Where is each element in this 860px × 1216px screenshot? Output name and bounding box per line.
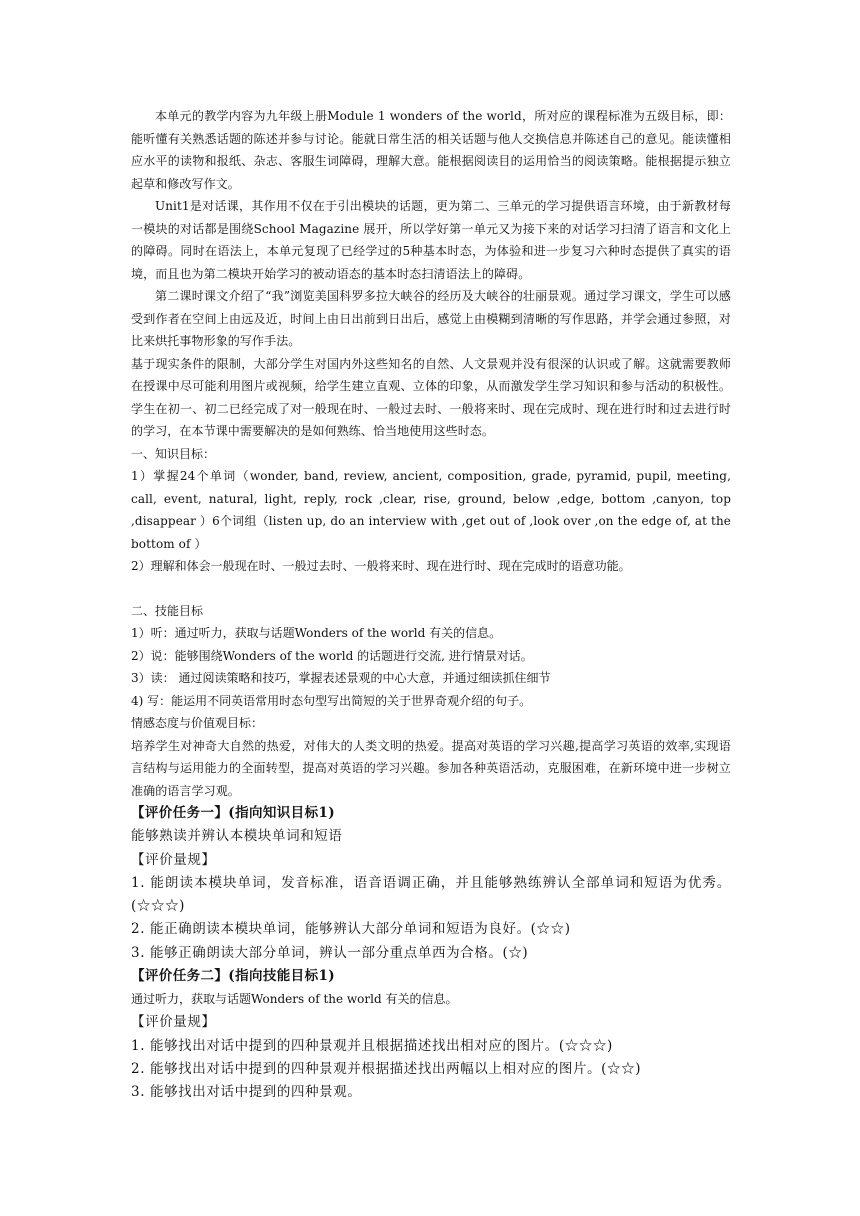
task2-description: 通过听力，获取与话题Wonders of the world 有关的信息。	[131, 992, 458, 1007]
task1-rubric-label: 【评价量规】	[131, 851, 216, 868]
task2-title: 【评价任务二】(指向技能目标1)	[131, 968, 336, 985]
task1-rubric-item-3: 3. 能够正确朗读大部分单词，辨认一部分重点单西为合格。(☆)	[131, 944, 529, 961]
intro-paragraph-1: 本单元的教学内容为九年级上册Module 1 wonders of the world，所对应的课程标准为五级目标，即：能听懂有关熟悉话题的陈述并参与讨论。能就日常生活的相关话题与他人交换信息并陈述自己的意见。能读懂相应水平的读物和报纸、杂志、客服生词障碍，理解大意。能根据阅读目的运用恰当的阅读策略。能根据提示独立起草和修改写作文。	[131, 109, 731, 191]
intro-paragraph-4: 基于现实条件的限制，大部分学生对国内外这些知名的自然、人文景观并没有很深的认识或了解。这就需要教师在授课中尽可能利用图片或视频，给学生建立直观、立体的印象，从而激发学生学习知识和参与活动的积极性。学生在初一、初二已经完成了对一般现在时、一般过去时、一般将来时、现在完成时、现在进行时和过去进行时的学习，在本节课中需要解决的是如何熟练、恰当地使用这些时态。	[131, 356, 731, 438]
knowledge-item-2: 2）理解和体会一般现在时、一般过去时、一般将来时、现在进行时、现在完成时的语意功能。	[131, 559, 631, 573]
emotion-text: 培养学生对神奇大自然的热爱，对伟大的人类文明的热爱。提高对英语的学习兴趣,提高学习英语的效率,实现语言结构与运用能力的全面转型，提高对英语的学习兴趣。参加各种英语活动，克服困难，在新环境中进一步树立准确的语言学习观。	[131, 738, 731, 798]
skills-heading: 二、技能目标	[131, 603, 204, 618]
emotion-heading: 情感态度与价值观目标：	[131, 716, 264, 730]
spacer	[131, 578, 731, 600]
intro-paragraph-3: 第二课时课文介绍了“我”浏览美国科罗多拉大峡谷的经历及大峡谷的壮丽景观。通过学习课文，学生可以感受到作者在空间上由远及近，时间上由日出前到日出后，感觉上由模糊到清晰的写作思路，并学会通过参照，对比来烘托事物形象的写作手法。	[131, 289, 731, 348]
task2-rubric-label: 【评价量规】	[131, 1014, 216, 1031]
task1-rubric-item-1: 1. 能朗读本模块单词，发音标准，语音语调正确，并且能够熟练辨认全部单词和短语为优秀。(☆☆☆)	[131, 874, 731, 915]
skills-item-writing: 4) 写：能运用不同英语常用时态句型写出简短的关于世界奇观介绍的句子。	[131, 693, 532, 708]
task2-rubric-item-1: 1. 能够找出对话中提到的四种景观并且根据描述找出相对应的图片。(☆☆☆)	[131, 1037, 613, 1054]
skills-item-speaking: 2）说：能够围绕Wonders of the world 的话题进行交流, 进行情景对话。	[131, 648, 533, 663]
task2-rubric-item-2: 2. 能够找出对话中提到的四种景观并根据描述找出两幅以上相对应的图片。(☆☆)	[131, 1060, 642, 1077]
skills-item-listening: 1）听：通过听力，获取与话题Wonders of the world 有关的信息。	[131, 626, 502, 640]
intro-paragraph-2: Unit1是对话课，其作用不仅在于引出模块的话题，更为第二、三单元的学习提供语言环境，由于新教材每一模块的对话都是围绕School Magazine 展开，所以学好第一单元又为接下来的对话学习扫清了语言和文化上的障碍。同时在语法上，本单元复现了已经学过的5种基本时态，为体验和进一步复习六种时态提供了真实的语境，而且也为第二模块开始学习的被动语态的基本时态扫清语法上的障碍。	[131, 199, 731, 281]
knowledge-heading: 一、知识目标：	[131, 446, 216, 461]
task1-rubric-item-2: 2. 能正确朗读本模块单词，能够辨认大部分单词和短语为良好。(☆☆)	[131, 921, 571, 938]
task1-description: 能够熟读并辨认本模块单词和短语	[131, 828, 343, 845]
task2-rubric-item-3: 3. 能够找出对话中提到的四种景观。	[131, 1084, 362, 1101]
skills-item-reading: 3）读： 通过阅读策略和技巧，掌握表述景观的中心大意，并通过细读抓住细节	[131, 671, 551, 685]
knowledge-item-1: 1）掌握24个单词（wonder, band, review, ancient, composition, grade, pyramid, pupil, meeting, call, event, natural, light, reply, rock ,clear, rise, ground, below ,edge, bottom ,canyon, top ,disappear ）6个词组（listen up, do an interview with ,get out of ,look over ,on the edge of, at the bottom of ）	[131, 469, 731, 551]
task1-title: 【评价任务一】(指向知识目标1)	[131, 805, 336, 821]
document-body	[131, 105, 731, 1105]
